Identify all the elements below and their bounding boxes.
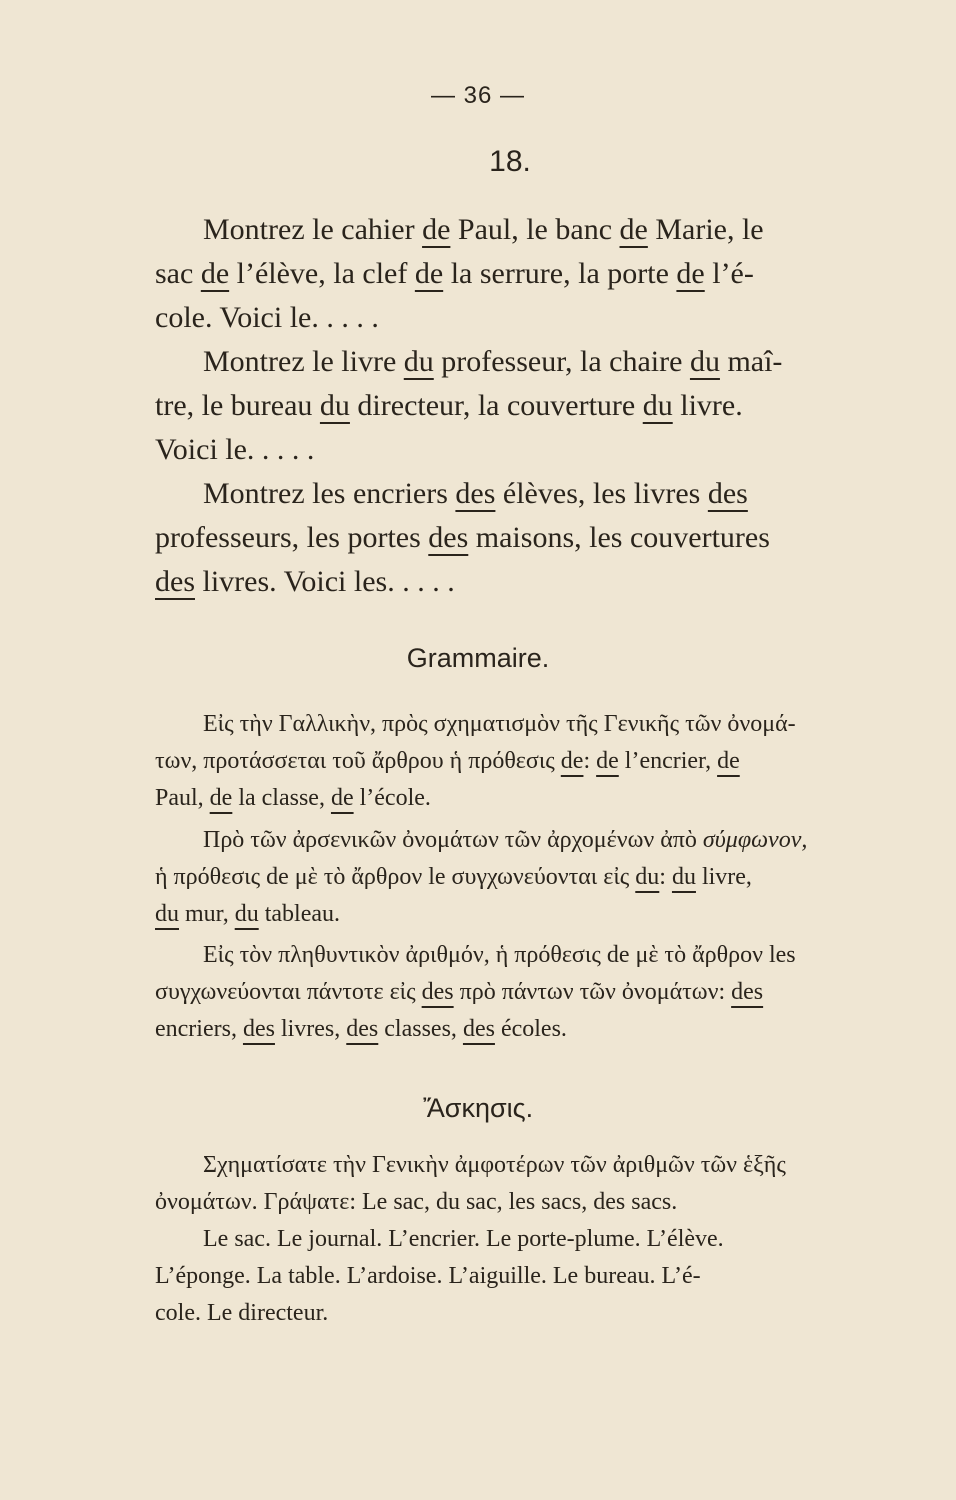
grammar-paragraph-1 <box>155 706 875 817</box>
underlined-article: des <box>346 1016 379 1042</box>
grammar-paragraph-2 <box>155 822 875 933</box>
underlined-article: du <box>689 345 720 378</box>
underlined-article: du <box>234 901 259 927</box>
text-line: Σχηματίσατε τὴν Γενικὴν ἀμφοτέρων τῶν ἀριθμῶν τῶν ἑξῆς <box>203 1152 786 1178</box>
underlined-article: de <box>414 257 444 290</box>
text-line: Εἰς τὸν πληθυντικὸν ἀριθμόν, ἡ πρόθεσις de μὲ τὸ ἄρθρον les <box>203 942 796 968</box>
underlined-article: du <box>642 389 673 422</box>
underlined-article: de <box>209 785 233 811</box>
underlined-article: de <box>330 785 354 811</box>
practice-heading: Ἄσκησις. <box>422 1093 534 1123</box>
underlined-article: des <box>455 477 496 510</box>
text-line: tre, le bureau du directeur, la couverture du livre. <box>155 389 743 422</box>
text-line: Paul, de la classe, de l’école. <box>155 785 431 811</box>
text-line: professeurs, les portes des maisons, les couvertures <box>155 521 770 554</box>
underlined-article: de <box>619 213 648 246</box>
italic-term: σύμφωνον, <box>702 827 808 853</box>
text-line: ἡ πρόθεσις de μὲ τὸ ἄρθρον le συγχωνεύονται εἰς du: du livre, <box>155 864 752 890</box>
practice-paragraph <box>155 1147 875 1332</box>
text-line: sac de l’élève, la clef de la serrure, la porte de l’é- <box>155 257 754 290</box>
text-line: Voici le. . . . . <box>155 433 315 466</box>
underlined-article: du <box>155 901 179 927</box>
text-line: L’éponge. La table. L’ardoise. L’aiguille. Le bureau. L’é- <box>155 1263 701 1289</box>
underlined-article: des <box>707 477 748 510</box>
underlined-article: des <box>421 979 454 1005</box>
text-line: encriers, des livres, des classes, des écoles. <box>155 1016 567 1042</box>
grammar-paragraph-3 <box>155 937 875 1048</box>
exercise-paragraph-1 <box>155 208 875 340</box>
exercise-paragraph-3 <box>155 472 875 604</box>
exercise-paragraph-2 <box>155 340 875 472</box>
underlined-article: de <box>717 748 740 774</box>
underlined-article: de <box>200 257 230 290</box>
text-line: cole. Voici le. . . . . <box>155 301 379 334</box>
underlined-article: du <box>319 389 350 422</box>
underlined-article: de <box>676 257 705 290</box>
underlined-article: de <box>422 213 451 246</box>
grammar-heading: Grammaire. <box>406 643 550 673</box>
text-line: συγχωνεύονται πάντοτε εἰς des πρὸ πάντων τῶν ὀνομάτων: des <box>155 979 764 1005</box>
text-line: Εἰς τὴν Γαλλικὴν, πρὸς σχηματισμὸν τῆς Γενικῆς τῶν ὀνομά- <box>203 711 796 737</box>
underlined-article: du <box>403 345 434 378</box>
text-line: ὀνομάτων. Γράψατε: Le sac, du sac, les sacs, des sacs. <box>155 1189 678 1215</box>
text-line: Montrez les encriers des élèves, les livres des <box>203 477 748 510</box>
text-line: Montrez le cahier de Paul, le banc de Marie, le <box>203 213 764 246</box>
underlined-article: des <box>242 1016 275 1042</box>
underlined-article: des <box>428 521 469 554</box>
page-number: — 36 — <box>430 82 526 109</box>
text-line: des livres. Voici les. . . . . <box>155 565 455 598</box>
lesson-number: 18. <box>489 145 531 178</box>
text-line: du mur, du tableau. <box>155 901 340 927</box>
text-line: Le sac. Le journal. L’encrier. Le porte-plume. L’élève. <box>203 1226 724 1252</box>
underlined-article: des <box>155 565 195 598</box>
underlined-article: des <box>462 1016 495 1042</box>
text-line: των, προτάσσεται τοῦ ἄρθρου ἡ πρόθεσις de: de l’encrier, de <box>155 748 740 774</box>
text-line: cole. Le directeur. <box>155 1300 329 1326</box>
underlined-article: du <box>671 864 696 890</box>
text-line: Πρὸ τῶν ἀρσενικῶν ὀνομάτων τῶν ἀρχομένων ἀπὸ σύμφωνον, <box>203 827 808 853</box>
underlined-article: de <box>560 748 584 774</box>
underlined-article: des <box>731 979 764 1005</box>
text-line: Montrez le livre du professeur, la chaire du maî- <box>203 345 783 378</box>
underlined-article: du <box>635 864 660 890</box>
underlined-article: de <box>596 748 619 774</box>
